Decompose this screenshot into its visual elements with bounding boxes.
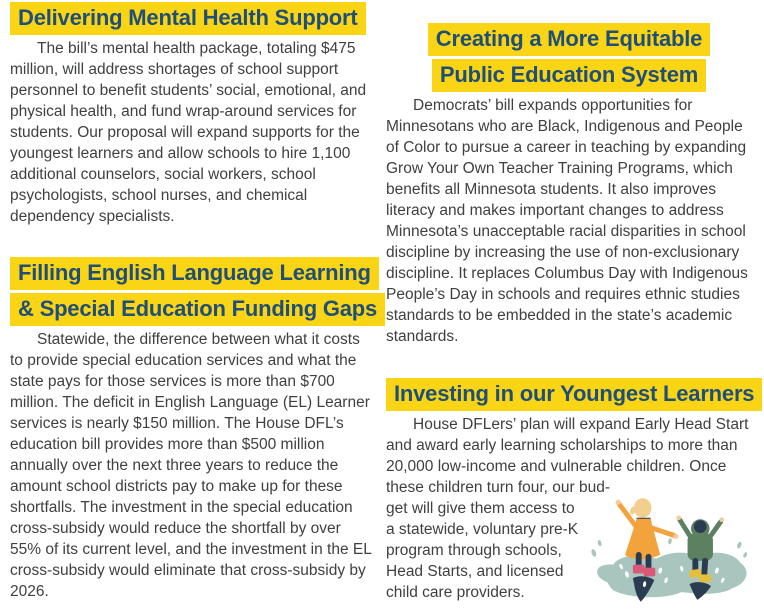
paragraph-youngest-learners-wrap: get will give them access to a statewide, voluntary pre-K program through schools, Head Starts, and licensed child care providers. (386, 500, 579, 601)
children-puddle-illustration (586, 492, 752, 610)
section-funding-gaps (10, 227, 378, 602)
heading-funding-gaps-text2: & Special Education Funding Gaps (10, 293, 385, 326)
paragraph-equitable-education: Democrats’ bill expands opportunities for Minnesotans who are Black, Indigenous and People of Color to pursue a career in teaching by expanding Grow Your Own Teacher Training Programs, which benefits all Minnesota students. It also improves literacy and makes important changes to address Minnesota’s unacceptable racial disparities in school discipline by increasing the use of non-exclusionary discipline. It replaces Columbus Day with Indigenous People’s Day in schools and requires ethnic studies standards to be embedded in the state’s academic standards. (386, 97, 748, 345)
paragraph-youngest-learners-start: House DFLers’ plan will expand Early Head Start and award early learning scholarships to more than 20,000 low-income and vulnerable children. Once these children turn four, our bud- (386, 416, 749, 496)
paragraph-funding-gaps: Statewide, the difference between what it costs to provide special education services and what the state pays for those services is more than $700 million. The deficit in English Language (EL) Learner services is nearly $150 million. The House DFL’s education bill provides more than $500 million annually over the next three years to reduce the amount school districts pay to make up for these shortfalls. The investment in the special education cross-subsidy would reduce the shortfall by over 55% of its current level, and the investment in the EL cross-subsidy would eliminate that cross-subsidy by 2026. (10, 331, 372, 600)
heading-equitable-line2 (386, 59, 752, 95)
puddle-shape (597, 553, 746, 597)
heading-funding-gaps-text1: Filling English Language Learning (10, 257, 379, 290)
heading-equitable-text2: Public Education System (432, 59, 706, 92)
heading-equitable-text1: Creating a More Equitable (428, 23, 710, 56)
paragraph-mental-health: The bill’s mental health package, totaling $475 million, will address shortages of school support personnel to benefit students’ social, emotional, and physical health, and fund wrap-around services for students. Our proposal will expand supports for the youngest learners and allow schools to hire 1,100 additional counselors, social workers, school psychologists, school nurses, and chemical dependency specialists. (10, 40, 367, 225)
heading-mental-health-text: Delivering Mental Health Support (10, 2, 366, 35)
section-youngest-learners (386, 347, 755, 610)
heading-youngest-learners-text: Investing in our Youngest Learners (386, 378, 762, 411)
left-column (10, 2, 378, 610)
section-mental-health (10, 2, 374, 227)
heading-youngest-learners (386, 378, 755, 414)
heading-funding-gaps-line1 (10, 257, 374, 293)
section-equitable-education (386, 2, 752, 347)
youngest-learners-wrap-row (386, 498, 752, 610)
heading-funding-gaps-line2 (10, 293, 378, 329)
heading-mental-health (10, 2, 374, 38)
heading-equitable-line1 (386, 23, 752, 59)
right-column (386, 2, 755, 610)
